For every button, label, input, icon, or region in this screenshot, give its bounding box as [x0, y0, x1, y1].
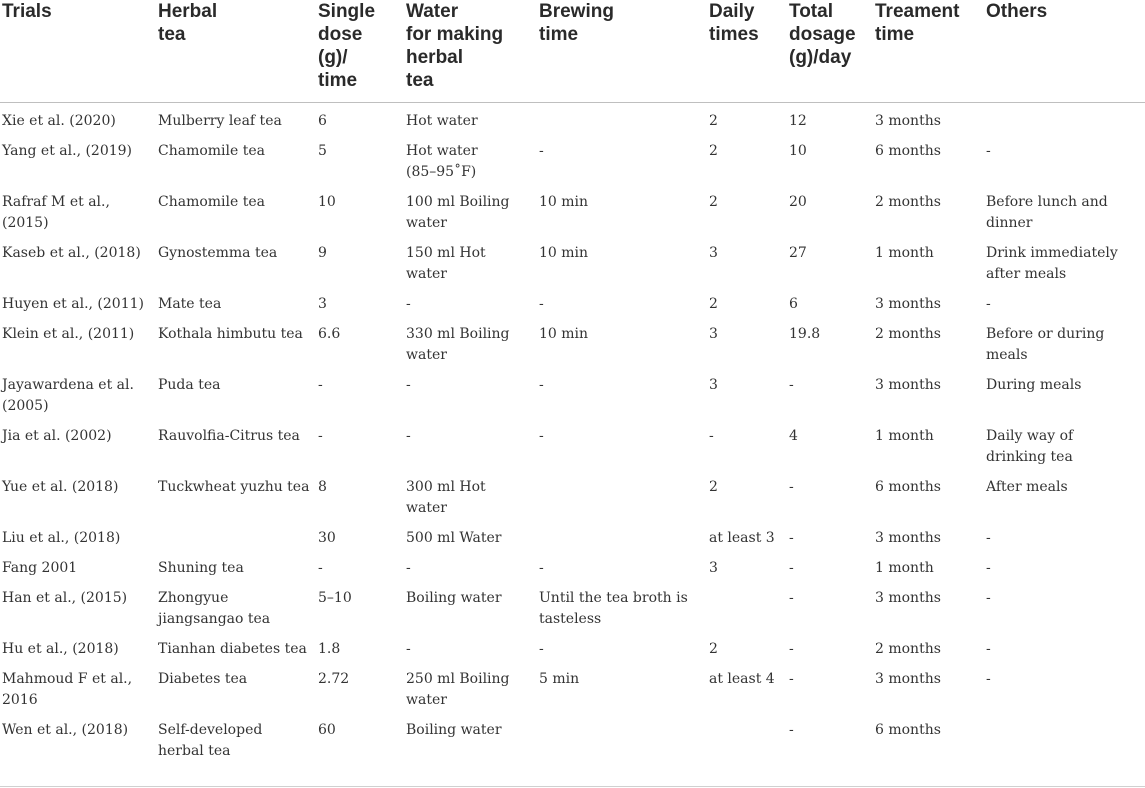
table-row — [0, 294, 1145, 324]
cell-herbal-tea: Chamomile tea — [158, 194, 266, 210]
cell-daily-times: - — [709, 428, 714, 444]
header-treatment-time: Treament time — [871, 0, 982, 103]
cell-trial: Kaseb et al., (2018) — [2, 245, 141, 261]
cell-herbal-tea: Chamomile tea — [158, 143, 266, 159]
header-water: Water for making herbal tea — [402, 0, 535, 103]
cell-trial: Jayawardena et al. (2005) — [2, 377, 134, 414]
cell-trial: Huyen et al., (2011) — [2, 296, 144, 312]
table-row — [0, 477, 1145, 528]
header-brewing-time: Brewing time — [535, 0, 705, 103]
cell-single-dose: 60 — [318, 722, 336, 738]
cell-treatment-time: 3 months — [875, 377, 941, 393]
cell-treatment-time: 2 months — [875, 326, 941, 342]
cell-trial: Fang 2001 — [2, 560, 78, 576]
cell-trial: Wen et al., (2018) — [2, 722, 129, 738]
cell-single-dose: 2.72 — [318, 671, 350, 687]
cell-total-dosage: - — [789, 479, 794, 495]
cell-trial: Xie et al. (2020) — [2, 113, 116, 129]
cell-water: - — [406, 560, 411, 576]
cell-others: After meals — [986, 479, 1068, 495]
header-row — [0, 0, 1145, 103]
table-row — [0, 528, 1145, 558]
cell-treatment-time: 3 months — [875, 113, 941, 129]
cell-others: - — [986, 143, 991, 159]
header-trials: Trials — [0, 0, 154, 103]
cell-water: 300 ml Hot water — [406, 479, 486, 516]
cell-treatment-time: 2 months — [875, 641, 941, 657]
header-single-dose: Single dose (g)/ time — [314, 0, 402, 103]
cell-others: - — [986, 560, 991, 576]
cell-brewing-time: 5 min — [539, 671, 580, 687]
cell-treatment-time: 1 month — [875, 560, 934, 576]
cell-single-dose: - — [318, 428, 323, 444]
cell-total-dosage: 20 — [789, 194, 807, 210]
cell-daily-times — [705, 720, 785, 771]
cell-single-dose: 9 — [318, 245, 327, 261]
cell-total-dosage: - — [789, 671, 794, 687]
cell-others — [982, 103, 1145, 142]
cell-herbal-tea — [154, 528, 314, 558]
table-row — [0, 375, 1145, 426]
cell-others: Drink immediately after meals — [986, 245, 1118, 282]
header-others: Others — [982, 0, 1145, 103]
cell-trial: Yang et al., (2019) — [2, 143, 133, 159]
cell-others: - — [986, 530, 991, 546]
cell-treatment-time: 3 months — [875, 530, 941, 546]
cell-total-dosage: - — [789, 377, 794, 393]
table-row — [0, 324, 1145, 375]
cell-brewing-time: Until the tea broth is tasteless — [539, 590, 688, 627]
cell-water: 500 ml Water — [406, 530, 502, 546]
cell-daily-times: 3 — [709, 560, 718, 576]
cell-water: - — [406, 641, 411, 657]
cell-treatment-time: 6 months — [875, 722, 941, 738]
cell-brewing-time: - — [539, 296, 544, 312]
cell-water: Boiling water — [406, 722, 502, 738]
bottom-rule — [0, 786, 1145, 787]
cell-total-dosage: 6 — [789, 296, 798, 312]
cell-water: 330 ml Boiling water — [406, 326, 510, 363]
cell-single-dose: 5–10 — [318, 590, 352, 606]
cell-total-dosage: 19.8 — [789, 326, 821, 342]
cell-herbal-tea: Self-developed herbal tea — [158, 722, 263, 759]
cell-single-dose: 6.6 — [318, 326, 341, 342]
cell-treatment-time: 3 months — [875, 296, 941, 312]
cell-single-dose: 6 — [318, 113, 327, 129]
cell-trial: Yue et al. (2018) — [2, 479, 119, 495]
cell-treatment-time: 6 months — [875, 143, 941, 159]
cell-total-dosage: 10 — [789, 143, 807, 159]
table-row — [0, 558, 1145, 588]
cell-herbal-tea: Rauvolfia-Citrus tea — [158, 428, 300, 444]
cell-herbal-tea: Mulberry leaf tea — [158, 113, 282, 129]
cell-total-dosage: - — [789, 722, 794, 738]
header-total-dosage: Total dosage (g)/day — [785, 0, 871, 103]
cell-treatment-time: 6 months — [875, 479, 941, 495]
cell-single-dose: 30 — [318, 530, 336, 546]
cell-total-dosage: - — [789, 560, 794, 576]
cell-single-dose: 8 — [318, 479, 327, 495]
cell-trial: Liu et al., (2018) — [2, 530, 121, 546]
cell-total-dosage: - — [789, 530, 794, 546]
table-row — [0, 426, 1145, 477]
cell-water: - — [406, 428, 411, 444]
table-row — [0, 103, 1145, 142]
cell-others: Daily way of drinking tea — [986, 428, 1074, 465]
cell-water: Boiling water — [406, 590, 502, 606]
cell-daily-times: 2 — [709, 143, 718, 159]
cell-others: - — [986, 671, 991, 687]
cell-water: 150 ml Hot water — [406, 245, 486, 282]
cell-water: Hot water (85–95˚F) — [406, 143, 478, 180]
cell-herbal-tea: Diabetes tea — [158, 671, 248, 687]
cell-treatment-time: 3 months — [875, 590, 941, 606]
cell-herbal-tea: Gynostemma tea — [158, 245, 278, 261]
cell-herbal-tea: Tianhan diabetes tea — [158, 641, 307, 657]
cell-daily-times: at least 3 — [709, 530, 775, 546]
cell-total-dosage: 4 — [789, 428, 798, 444]
cell-water: - — [406, 377, 411, 393]
cell-total-dosage: 27 — [789, 245, 807, 261]
cell-total-dosage: - — [789, 641, 794, 657]
cell-treatment-time: 1 month — [875, 428, 934, 444]
cell-single-dose: - — [318, 560, 323, 576]
cell-others: Before lunch and dinner — [986, 194, 1108, 231]
cell-single-dose: 3 — [318, 296, 327, 312]
cell-water: 100 ml Boiling water — [406, 194, 510, 231]
cell-brewing-time — [535, 528, 705, 558]
table-row — [0, 243, 1145, 294]
cell-others: - — [986, 641, 991, 657]
header-daily-times: Daily times — [705, 0, 785, 103]
cell-brewing-time — [535, 720, 705, 771]
cell-total-dosage: 12 — [789, 113, 807, 129]
cell-daily-times: 2 — [709, 194, 718, 210]
cell-brewing-time: - — [539, 641, 544, 657]
cell-water: 250 ml Boiling water — [406, 671, 510, 708]
cell-herbal-tea: Shuning tea — [158, 560, 244, 576]
cell-daily-times: 3 — [709, 377, 718, 393]
cell-herbal-tea: Zhongyue jiangsangao tea — [158, 590, 271, 627]
cell-trial: Han et al., (2015) — [2, 590, 128, 606]
cell-others — [982, 720, 1145, 771]
header-herbal-tea: Herbal tea — [154, 0, 314, 103]
cell-treatment-time: 3 months — [875, 671, 941, 687]
cell-daily-times: 3 — [709, 245, 718, 261]
cell-brewing-time — [535, 103, 705, 142]
table-body — [0, 103, 1145, 772]
cell-trial: Mahmoud F et al., 2016 — [2, 671, 133, 708]
cell-treatment-time: 2 months — [875, 194, 941, 210]
cell-trial: Klein et al., (2011) — [2, 326, 135, 342]
table-row — [0, 639, 1145, 669]
cell-brewing-time: - — [539, 428, 544, 444]
cell-trial: Rafraf M et al., (2015) — [2, 194, 110, 231]
cell-daily-times: 2 — [709, 296, 718, 312]
cell-brewing-time: 10 min — [539, 194, 589, 210]
cell-others: - — [986, 590, 991, 606]
cell-herbal-tea: Kothala himbutu tea — [158, 326, 303, 342]
cell-brewing-time — [535, 477, 705, 528]
cell-daily-times: 2 — [709, 113, 718, 129]
cell-daily-times — [705, 588, 785, 639]
cell-others: Before or during meals — [986, 326, 1105, 363]
cell-brewing-time: - — [539, 377, 544, 393]
table-row — [0, 720, 1145, 771]
cell-brewing-time: 10 min — [539, 245, 589, 261]
cell-daily-times: 3 — [709, 326, 718, 342]
cell-herbal-tea: Puda tea — [158, 377, 221, 393]
cell-brewing-time: - — [539, 560, 544, 576]
cell-treatment-time: 1 month — [875, 245, 934, 261]
cell-herbal-tea: Tuckwheat yuzhu tea — [158, 479, 310, 495]
cell-single-dose: 1.8 — [318, 641, 341, 657]
cell-total-dosage: - — [789, 590, 794, 606]
cell-water: Hot water — [406, 113, 478, 129]
cell-water: - — [406, 296, 411, 312]
cell-daily-times: 2 — [709, 641, 718, 657]
cell-others: - — [986, 296, 991, 312]
table-row — [0, 588, 1145, 639]
cell-trial: Hu et al., (2018) — [2, 641, 119, 657]
cell-single-dose: - — [318, 377, 323, 393]
cell-daily-times: at least 4 — [709, 671, 775, 687]
cell-single-dose: 10 — [318, 194, 336, 210]
cell-herbal-tea: Mate tea — [158, 296, 222, 312]
cell-daily-times: 2 — [709, 479, 718, 495]
cell-others: During meals — [986, 377, 1082, 393]
table-row — [0, 141, 1145, 192]
cell-trial: Jia et al. (2002) — [2, 428, 112, 444]
cell-single-dose: 5 — [318, 143, 327, 159]
cell-brewing-time: - — [539, 143, 544, 159]
table-row — [0, 669, 1145, 720]
cell-brewing-time: 10 min — [539, 326, 589, 342]
table-row — [0, 192, 1145, 243]
